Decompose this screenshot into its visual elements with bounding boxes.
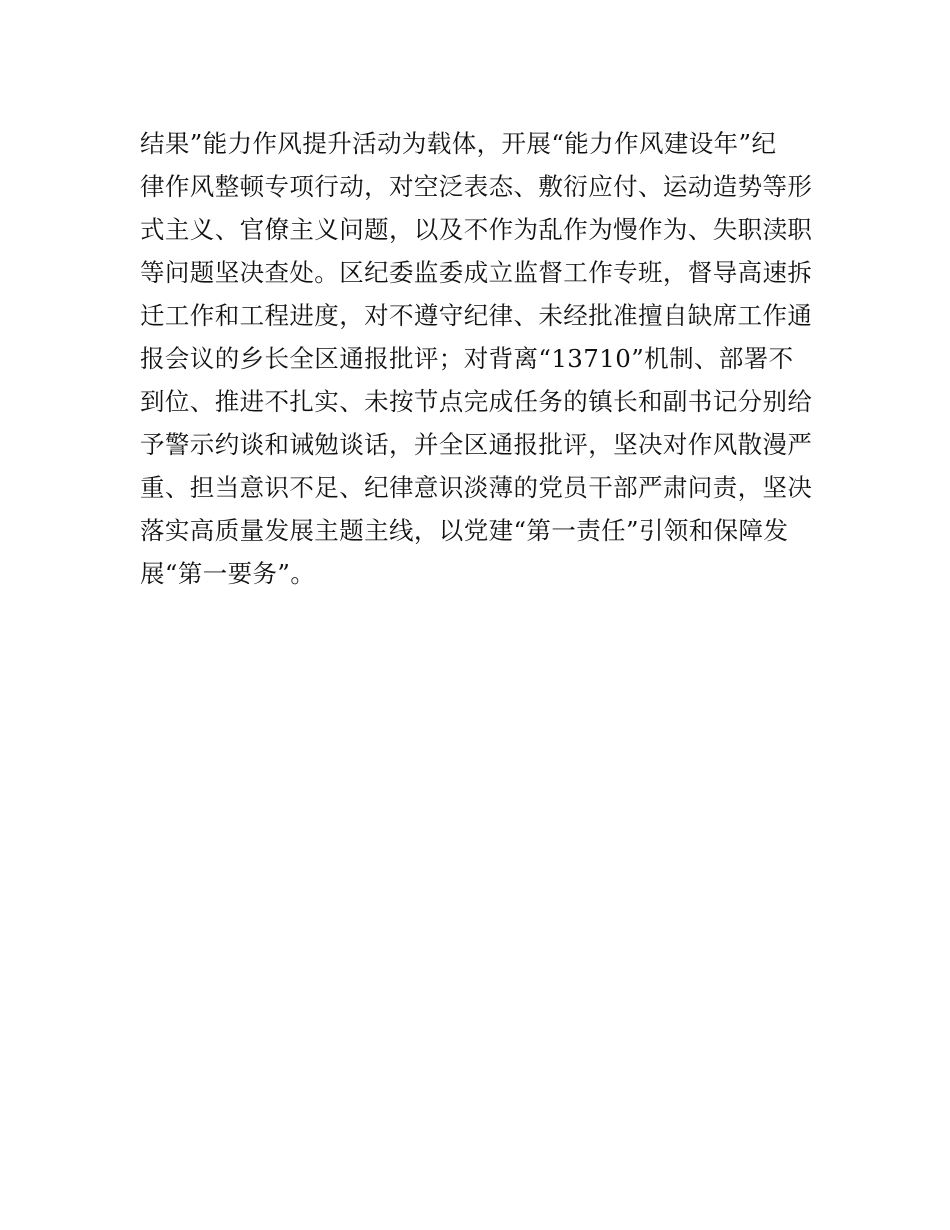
paragraph-line: 重、担当意识不足、纪律意识淡薄的党员干部严肃问责，坚决 <box>140 473 813 502</box>
paragraph-line: 等问题坚决查处。区纪委监委成立监督工作专班，督导高速拆 <box>140 258 813 287</box>
paragraph-line: 展“第一要务”。 <box>140 559 316 588</box>
body-paragraph <box>140 122 820 595</box>
paragraph-line: 迁工作和工程进度，对不遵守纪律、未经批准擅自缺席工作通 <box>140 301 813 330</box>
paragraph-line: 报会议的乡长全区通报批评；对背离“13710”机制、部署不 <box>140 344 794 373</box>
paragraph-line: 式主义、官僚主义问题，以及不作为乱作为慢作为、失职渎职 <box>140 215 813 244</box>
paragraph-line: 予警示约谈和诫勉谈话，并全区通报批评，坚决对作风散漫严 <box>140 430 813 459</box>
paragraph-line: 落实高质量发展主题主线，以党建“第一责任”引领和保障发 <box>140 516 789 545</box>
paragraph-line: 律作风整顿专项行动，对空泛表态、敷衍应付、运动造势等形 <box>140 172 813 201</box>
paragraph-line: 结果”能力作风提升活动为载体，开展“能力作风建设年”纪 <box>140 129 777 158</box>
paragraph-line: 到位、推进不扎实、未按节点完成任务的镇长和副书记分别给 <box>140 387 813 416</box>
